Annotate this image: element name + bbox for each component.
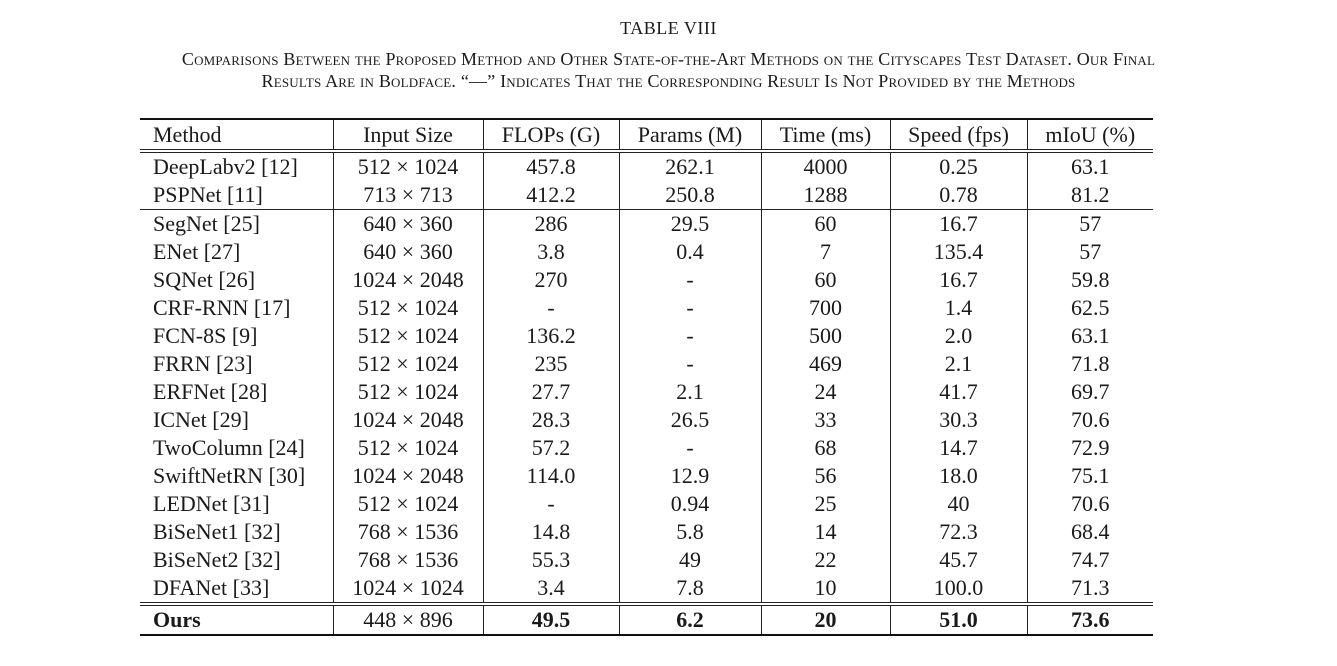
cell-time: 56 [761,462,890,490]
cell-flops: 3.8 [483,238,619,266]
table-row [140,210,1153,239]
cell-time: 469 [761,350,890,378]
cell-speed: 16.7 [890,266,1027,294]
cell-params: 12.9 [619,462,761,490]
cell-miou: 57 [1027,210,1153,239]
table-row [140,490,1153,518]
cell-input-size: 512 × 1024 [333,322,483,350]
cell-time: 700 [761,294,890,322]
cell-time: 68 [761,434,890,462]
cell-speed: 18.0 [890,462,1027,490]
cell-input-size: 512 × 1024 [333,294,483,322]
cell-time: 10 [761,574,890,604]
cell-time: 4000 [761,151,890,181]
cell-time: 500 [761,322,890,350]
cell-flops: 270 [483,266,619,294]
table-row [140,238,1153,266]
table-row [140,322,1153,350]
cell-miou: 63.1 [1027,151,1153,181]
ours-method: Ours [140,604,333,635]
cell-flops: 457.8 [483,151,619,181]
table-row [140,151,1153,181]
table-row [140,294,1153,322]
cell-input-size: 1024 × 2048 [333,266,483,294]
cell-miou: 68.4 [1027,518,1153,546]
cell-input-size: 512 × 1024 [333,151,483,181]
cell-method: FRRN [23] [153,351,253,376]
ours-time: 20 [761,604,890,635]
cell-miou: 62.5 [1027,294,1153,322]
cell-time: 24 [761,378,890,406]
table-body [140,151,1153,635]
cell-speed: 72.3 [890,518,1027,546]
cell-time: 7 [761,238,890,266]
cell-time: 33 [761,406,890,434]
header-time: Time (ms) [761,119,890,151]
table-number: TABLE VIII [620,18,717,38]
cell-flops: 27.7 [483,378,619,406]
cell-method: SegNet [25] [140,210,333,239]
table-header [140,119,1153,151]
cell-method: DeepLabv2 [12] [153,154,298,179]
cell-speed: 14.7 [890,434,1027,462]
header-flops: FLOPs (G) [483,119,619,151]
cell-input-size: 512 × 1024 [333,378,483,406]
cell-speed: 2.1 [890,350,1027,378]
table-row [140,378,1153,406]
cell-method: BiSeNet2 [32] [153,547,281,572]
cell-method: LEDNet [31] [153,491,270,516]
cell-method: ERFNet [28] [153,379,268,404]
cell-miou: 74.7 [1027,546,1153,574]
cell-speed: 2.0 [890,322,1027,350]
cell-miou: 57 [1027,238,1153,266]
cell-params: 26.5 [619,406,761,434]
cell-flops: 412.2 [483,181,619,210]
cell-input-size: 768 × 1536 [333,518,483,546]
cell-params: - [619,434,761,462]
cell-input-size: 512 × 1024 [333,434,483,462]
cell-flops: 14.8 [483,518,619,546]
header-miou: mIoU (%) [1027,119,1153,151]
cell-time: 1288 [761,181,890,210]
header-speed: Speed (fps) [890,119,1027,151]
table-row [140,546,1153,574]
table-row [140,406,1153,434]
cell-miou: 71.3 [1027,574,1153,604]
cell-speed: 41.7 [890,378,1027,406]
ours-row [140,604,1153,635]
cell-method: TwoColumn [24] [153,435,305,460]
cell-params: 29.5 [619,210,761,239]
comparison-table [140,118,1153,636]
header-row [140,119,1153,151]
ours-miou: 73.6 [1027,604,1153,635]
cell-method: SQNet [26] [153,267,256,292]
cell-miou: 72.9 [1027,434,1153,462]
cell-miou: 63.1 [1027,322,1153,350]
cell-flops: 3.4 [483,574,619,604]
cell-flops: 57.2 [483,434,619,462]
cell-method: SwiftNetRN [30] [153,463,306,488]
cell-time: 60 [761,266,890,294]
cell-miou: 59.8 [1027,266,1153,294]
cell-input-size: 512 × 1024 [333,490,483,518]
cell-params: 262.1 [619,151,761,181]
cell-input-size: 640 × 360 [333,210,483,239]
cell-method: ENet [27] [153,239,241,264]
table-row [140,518,1153,546]
cell-flops: 55.3 [483,546,619,574]
table-row [140,266,1153,294]
cell-time: 60 [761,210,890,239]
cell-params: - [619,350,761,378]
ours-flops: 49.5 [483,604,619,635]
cell-time: 25 [761,490,890,518]
cell-method: PSPNet [11] [153,182,263,207]
ours-speed: 51.0 [890,604,1027,635]
cell-params: 5.8 [619,518,761,546]
cell-method: ICNet [29] [153,407,249,432]
cell-speed: 40 [890,490,1027,518]
cell-miou: 81.2 [1027,181,1153,210]
table-row [140,434,1153,462]
cell-miou: 75.1 [1027,462,1153,490]
cell-time: 22 [761,546,890,574]
cell-miou: 69.7 [1027,378,1153,406]
cell-speed: 30.3 [890,406,1027,434]
cell-miou: 71.8 [1027,350,1153,378]
cell-params: 7.8 [619,574,761,604]
header-method: Method [140,119,333,151]
cell-flops: - [483,490,619,518]
cell-params: - [619,266,761,294]
cell-input-size: 512 × 1024 [333,350,483,378]
header-input-size: Input Size [333,119,483,151]
cell-flops: - [483,294,619,322]
cell-time: 14 [761,518,890,546]
cell-method: CRF-RNN [17] [153,295,291,320]
caption-line-2: Results Are in Boldface. “—” Indicates That the Corresponding Result Is Not Provided by the Methods [261,71,1076,91]
cell-speed: 16.7 [890,210,1027,239]
cell-params: 0.4 [619,238,761,266]
table-caption [20,48,1317,92]
cell-speed: 0.78 [890,181,1027,210]
cell-input-size: 1024 × 2048 [333,462,483,490]
cell-params: - [619,294,761,322]
cell-speed: 100.0 [890,574,1027,604]
cell-flops: 286 [483,210,619,239]
ours-params: 6.2 [619,604,761,635]
ours-input-size: 448 × 896 [333,604,483,635]
cell-flops: 114.0 [483,462,619,490]
comparison-table-container [140,118,1153,636]
cell-miou: 70.6 [1027,406,1153,434]
header-params: Params (M) [619,119,761,151]
cell-params: 2.1 [619,378,761,406]
table-row [140,462,1153,490]
cell-input-size: 713 × 713 [333,181,483,210]
cell-input-size: 768 × 1536 [333,546,483,574]
cell-params: 0.94 [619,490,761,518]
cell-miou: 70.6 [1027,490,1153,518]
table-row [140,574,1153,604]
table-row [140,350,1153,378]
cell-params: 49 [619,546,761,574]
cell-input-size: 640 × 360 [333,238,483,266]
cell-flops: 28.3 [483,406,619,434]
cell-speed: 45.7 [890,546,1027,574]
cell-flops: 136.2 [483,322,619,350]
cell-method: DFANet [33] [153,575,270,600]
cell-params: - [619,322,761,350]
cell-params: 250.8 [619,181,761,210]
cell-flops: 235 [483,350,619,378]
cell-input-size: 1024 × 2048 [333,406,483,434]
cell-speed: 0.25 [890,151,1027,181]
caption-line-1: Comparisons Between the Proposed Method and Other State-of-the-Art Methods on the Cityscapes Test Dataset. Our Final [181,49,1156,69]
cell-method: BiSeNet1 [32] [153,519,281,544]
cell-method: FCN-8S [9] [153,323,258,348]
cell-speed: 1.4 [890,294,1027,322]
cell-speed: 135.4 [890,238,1027,266]
cell-input-size: 1024 × 1024 [333,574,483,604]
table-row [140,181,1153,210]
